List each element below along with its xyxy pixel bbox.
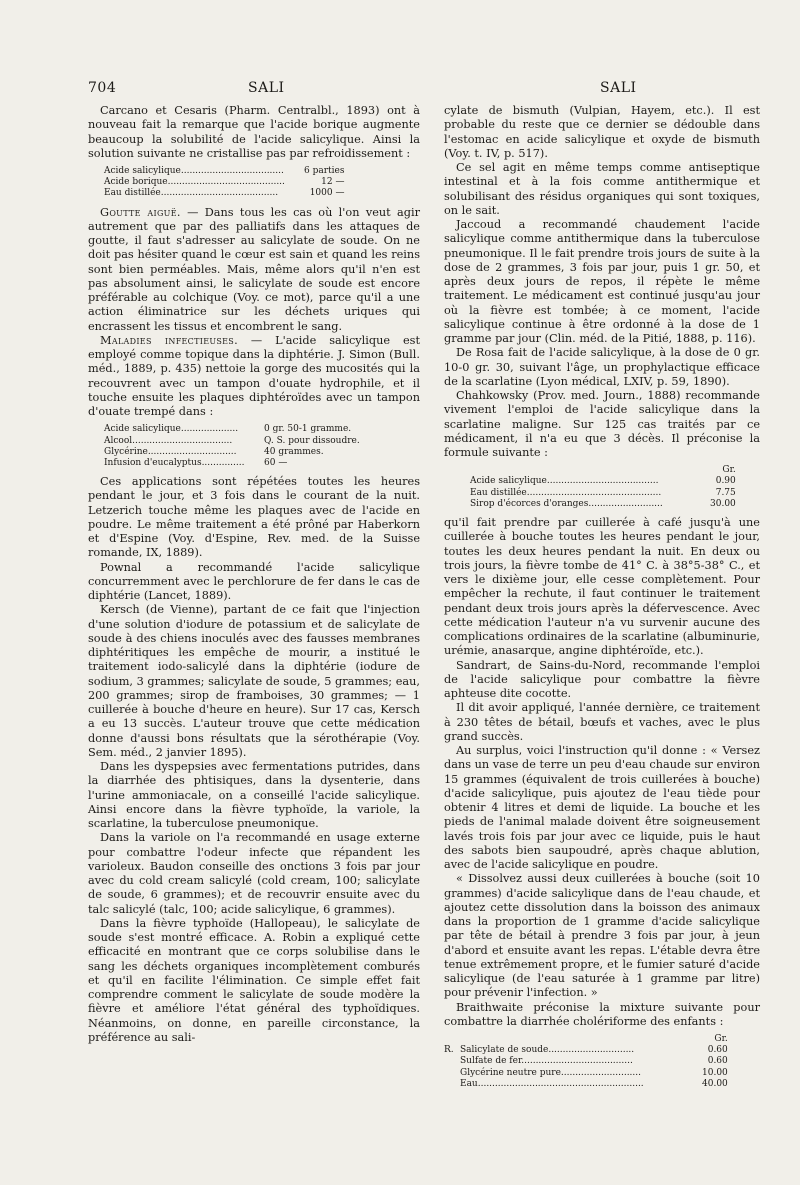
recipe-row	[104, 166, 344, 177]
recipe-unit-row	[470, 465, 736, 476]
recipe-unit-row	[444, 1034, 728, 1045]
paragraph: Il dit avoir appliqué, l'année dernière, ce traitement à 230 têtes de bétail, bœufs et vaches, avec le plus grand succès.	[444, 701, 760, 743]
ingredient: Eau distillée...............................................	[470, 487, 662, 498]
paragraph: Dans la variole on l'a recommandé en usage externe pour combattre l'odeur infecte que répandent les varioleux. Baudon conseille des onctions 3 fois par jour avec du cold cream salicylé (cold cream, 100; salicylate de soude, 6 grammes); et de recouvrir ensuite avec du talc salicylé (talc, 100; acide salicylique, 6 grammes).	[88, 831, 420, 916]
page-number: 704	[88, 80, 117, 96]
quantity: 12 —	[321, 177, 345, 188]
paragraph: Pownal a recommandé l'acide salicylique concurremment avec le perchlorure de fer dans le cas de diphtérie (Lancet, 1889).	[88, 560, 420, 603]
quantity: 7.75	[715, 487, 736, 498]
ingredient: Sulfate de fer.......................................	[460, 1056, 633, 1067]
quantity: 6 parties	[304, 166, 345, 176]
ingredient: Eau distillée.........................................	[104, 188, 279, 199]
paragraph: Carcano et Cesaris (Pharm. Centralbl., 1893) ont à nouveau fait la remarque que l'acide borique augmente beaucoup la solubilité de l'acide salicylique. Ainsi la solution suivante ne cristallise pas par refroidissement :	[88, 104, 420, 160]
recipe-row	[470, 499, 736, 510]
ingredient: Sirop d'écorces d'oranges..........................	[470, 498, 663, 509]
recipe-row	[444, 1068, 728, 1079]
unit-label: Gr.	[722, 465, 736, 476]
quantity: 0.60	[707, 1045, 728, 1056]
quantity: 0.90	[715, 476, 736, 487]
ingredient: Acide salicylique.......................................	[470, 476, 659, 487]
ingredient: Acide borique.........................................	[104, 177, 285, 188]
recipe-row	[104, 188, 344, 199]
recipe-table-diphtheria	[104, 424, 360, 469]
paragraph: Ce sel agit en même temps comme antiseptique intestinal et à la fois comme antithermique et solubilisant des résidus organiques qui sont toxiques, on le sait.	[444, 161, 760, 217]
quantity: 10.00	[702, 1067, 728, 1078]
ingredient: Alcool...................................	[104, 435, 233, 446]
recipe-row	[104, 447, 360, 458]
running-head-left: SALI	[248, 80, 285, 96]
ingredient: Infusion d'eucalyptus...............	[104, 457, 245, 468]
paragraph: Braithwaite préconise la mixture suivante pour combattre la diarrhée cholériforme des enfants :	[444, 1000, 760, 1028]
ingredient: Salicylate de soude..............................	[460, 1045, 635, 1056]
running-head-right: SALI	[600, 80, 637, 96]
paragraph: De Rosa fait de l'acide salicylique, à la dose de 0 gr. 10-0 gr. 30, suivant l'âge, un prophylactique efficace de la scarlatine (Lyon médical, LXIV, p. 59, 1890).	[444, 346, 760, 388]
recipe-row	[104, 436, 360, 447]
ingredient: Glycérine neutre pure............................	[460, 1067, 641, 1078]
quantity: 30.00	[710, 498, 736, 509]
quantity: 40 grammes.	[264, 446, 324, 457]
recipe-row	[444, 1056, 728, 1067]
paragraph-goutte	[88, 206, 420, 334]
paragraph: Dans les dyspepsies avec fermentations putrides, dans la diarrhée des phtisiques, dans la dysenterie, dans l'urine ammoniacale, on a conseillé l'acide salicylique. Ainsi encore dans la fièvre typhoïde, la variole, la scarlatine, la tuberculose pneumonique.	[88, 760, 420, 831]
paragraph: Sandrart, de Sains-du-Nord, recommande l'emploi de l'acide salicylique pour combattre la fièvre aphteuse dite cocotte.	[444, 658, 760, 701]
ingredient: Glycérine...............................	[104, 446, 237, 457]
recipe-table-scarlatine	[470, 465, 736, 510]
recipe-row	[444, 1045, 728, 1056]
paragraph: qu'il fait prendre par cuillerée à café jusqu'à une cuillerée à bouche toutes les heures pendant le jour, toutes les deux heures pendant la nuit. En deux ou trois jours, la fièvre tombe de 41° C. à 38°5-38° C., et vers le dixième jour, elle cesse complètement. Pour empêcher la rechute, il faut continuer le traitement pendant deux trois jours après la défervescence. Avec cette médication l'auteur n'a vu survenir aucune des complications ordinaires de la scarlatine (albuminurie, urémie, anasarque, angine diphtéroïde, etc.).	[444, 516, 760, 658]
quantity: 0.60	[707, 1056, 728, 1067]
paragraph-maladies	[88, 334, 420, 420]
quantity: Q. S. pour dissoudre.	[264, 435, 360, 446]
ingredient: Acide salicylique....................	[104, 424, 239, 435]
paragraph: Kersch (de Vienne), partant de ce fait que l'injection d'une solution d'iodure de potassium et de salicylate de soude à des chiens inoculés avec des fausses membranes diphtéritiques les empêche de mourir, a institué le traitement iodo-salicylé dans la diphtérie (iodure de sodium, 3 grammes; salicylate de soude, 5 grammes; eau, 200 grammes; sirop de framboises, 30 grammes; — 1 cuillerée à bouche d'heure en heure). Sur 17 cas, Kersch a eu 13 succès. L'auteur trouve que cette médication donne d'aussi bons résultats que la sérothérapie (Voy. Sem. méd., 2 janvier 1895).	[88, 603, 420, 759]
unit-label: Gr.	[714, 1034, 728, 1045]
quantity: 40.00	[702, 1078, 728, 1089]
paragraph-text: — L'acide salicylique est employé comme topique dans la diphtérie. J. Simon (Bull. méd., 1889, p. 435) nettoie la gorge des mucosités qui la recouvrent avec un tampon d'ouate hydrophile, et il touche ensuite les plaques diphtéroïdes avec un tampon d'ouate trempé dans :	[88, 333, 420, 419]
recipe-row	[104, 177, 344, 188]
paragraph: Ces applications sont répétées toutes les heures pendant le jour, et 3 fois dans le courant de la nuit. Letzerich touche même les plaques avec de l'acide en poudre. Le même traitement a été prôné par Haberkorn et d'Espine (Voy. d'Espine, Rev. med. de la Suisse romande, IX, 1889).	[88, 475, 420, 560]
paragraph-text: — Dans tous les cas où l'on veut agir autrement que par des palliatifs dans les attaques de goutte, il faut s'adresser au salicylate de soude. On ne doit pas hésiter quand le cœur est sain et quand les reins sont bien perméables. Mais, même alors qu'il n'en est pas absolument ainsi, le salicylate de soude est encore préférable au colchique (Voy. ce mot), parce qu'il a une action éliminatrice sur les déchets uriques qui encrassent les tissus et encombrent le sang.	[88, 205, 421, 333]
section-heading-goutte: Goutte aiguë.	[100, 205, 181, 219]
recipe-row	[104, 458, 360, 469]
recipe-table-diarrhee	[444, 1034, 728, 1090]
quantity: 0 gr. 50-1 gramme.	[264, 424, 352, 435]
quantity: 1000 —	[309, 188, 345, 199]
section-heading-maladies: Maladies infectieuses.	[100, 333, 238, 347]
paragraph: « Dissolvez aussi deux cuillerées à bouche (soit 10 grammes) d'acide salicylique dans de l'eau chaude, et ajoutez cette dissolution dans la boisson des animaux dans la proportion de 1 gramme d'acide salicylique par tête de bétail à prendre 3 fois par jour, à jeun d'abord et ensuite avant les repas. L'étable devra être tenue extrêmement propre, et le fumier saturé d'acide salicylique (de l'eau saturée à 1 gramme par litre) pour prévenir l'infection. »	[444, 872, 760, 1000]
recipe-row	[470, 488, 736, 499]
recipe-prefix: R.	[444, 1045, 454, 1056]
right-column	[444, 104, 760, 1096]
paragraph: Chahkowsky (Prov. med. Journ., 1888) recommande vivement l'emploi de l'acide salicylique dans la scarlatine maligne. Sur 125 cas traités par ce médicament, il n'a eu que 3 décès. Il préconise la formule suivante :	[444, 389, 760, 459]
ingredient: Acide salicylique....................................	[104, 166, 284, 176]
quantity: 60 —	[264, 457, 288, 468]
paragraph: Jaccoud a recommandé chaudement l'acide salicylique comme antithermique dans la tuberculose pneumonique. Il le fait prendre trois jours de suite à la dose de 2 grammes, 3 fois par jour, puis 1 gr. 50, et après deux jours de repos, il répète le même traitement. Le médicament est continué jusqu'au jour où la fièvre est tombée; à ce moment, l'acide salicylique continue à être ordonné à la dose de 1 gramme par jour (Clin. méd. de la Pitié, 1888, p. 116).	[444, 218, 760, 345]
recipe-row	[104, 424, 360, 435]
recipe-row	[444, 1079, 728, 1090]
ingredient: Eau..........................................................	[460, 1078, 644, 1089]
paragraph: Au surplus, voici l'instruction qu'il donne : « Versez dans un vase de terre un peu d'eau chaude sur environ 15 grammes (équivalent de trois cuillerées à bouche) d'acide salicylique, puis ajoutez de l'eau tiède pour obtenir 4 litres et demi de liquide. La bouche et les pieds de l'animal malade doivent être soigneusement lavés trois fois par jour avec ce liquide, puis le haut des sabots bien saupoudré, après chaque ablution, avec de l'acide salicylique en poudre.	[444, 744, 760, 872]
recipe-row	[470, 476, 736, 487]
paragraph: cylate de bismuth (Vulpian, Hayem, etc.). Il est probable du reste que ce dernier se dédouble dans l'estomac en acide salicylique et oxyde de bismuth (Voy. t. IV, p. 517).	[444, 104, 760, 160]
left-column	[88, 104, 420, 1045]
paragraph: Dans la fièvre typhoïde (Hallopeau), le salicylate de soude s'est montré efficace. A. Robin a expliqué cette efficacité en montrant que ce corps solubilise dans le sang les déchets organiques incomplètement comburés et qu'il en facilite l'élimination. Ce simple effet fait comprendre comment le salicylate de soude modère la fièvre et améliore l'état général des typhoïdiques. Néanmoins, on donne, en pareille circonstance, la préférence au sali-	[88, 916, 420, 1044]
recipe-table-boric	[104, 166, 344, 200]
